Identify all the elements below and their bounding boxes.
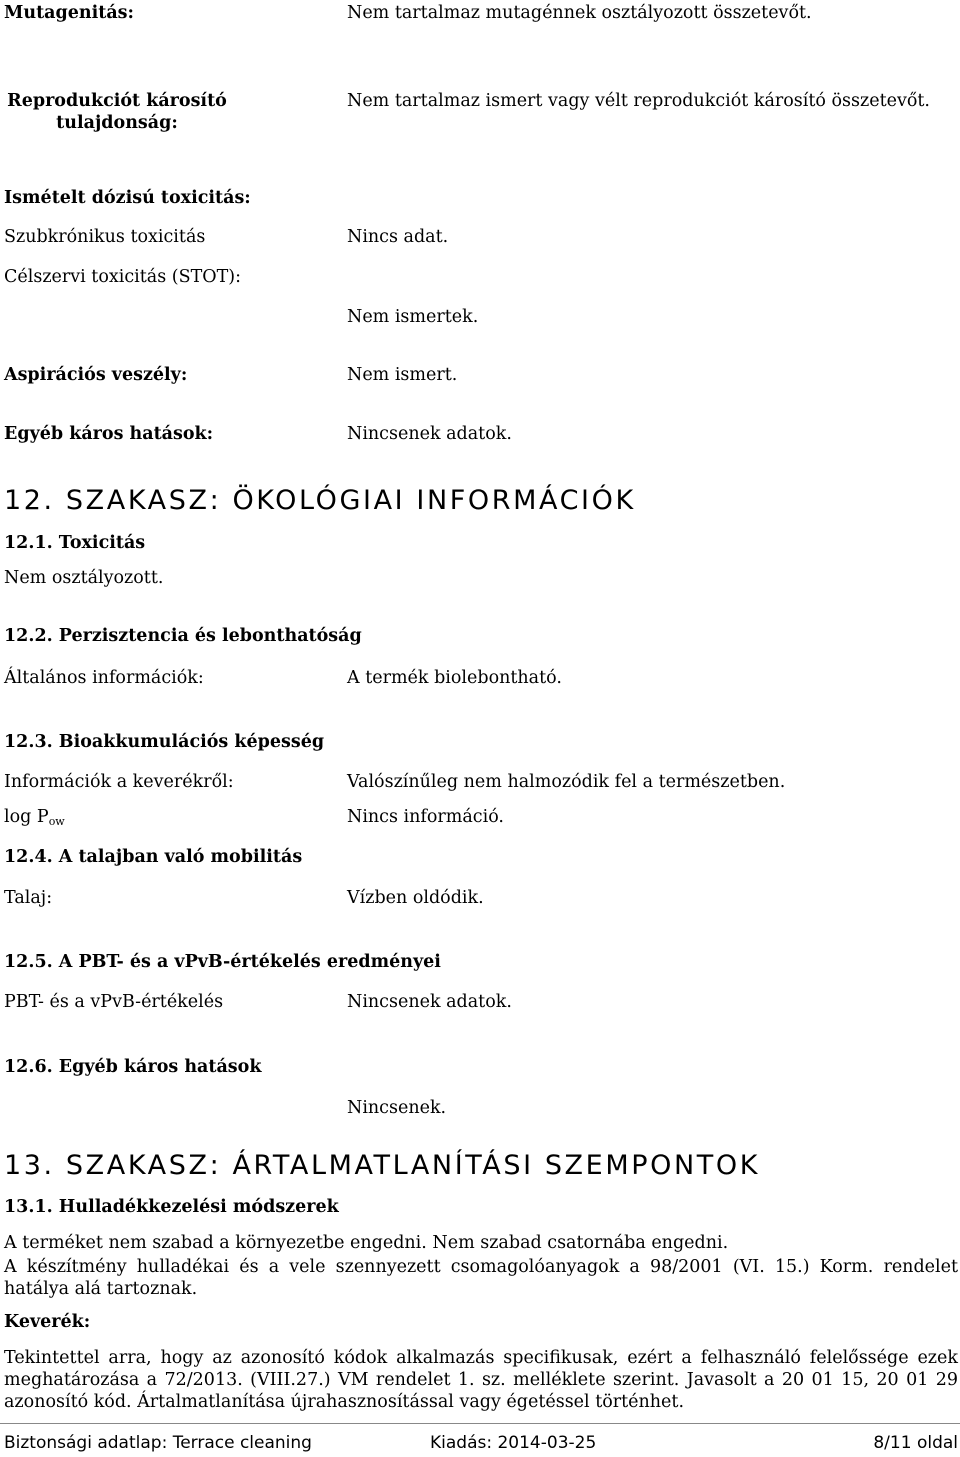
other-effects-value: Nincsenek adatok. <box>347 424 512 444</box>
section-13-heading: 13. SZAKASZ: ÁRTALMATLANÍTÁSI SZEMPONTOK <box>4 1150 760 1181</box>
waste-line-1: A terméket nem szabad a környezetbe engedni. Nem szabad csatornába engedni. <box>4 1233 729 1253</box>
mixture-info-value: Valószínűleg nem halmozódik fel a természetben. <box>347 772 786 792</box>
persistence-title: 12.2. Perzisztencia és lebonthatóság <box>4 626 362 646</box>
subchronic-label: Szubkrónikus toxicitás <box>4 227 206 247</box>
mutagenicity-value: Nem tartalmaz mutagénnek osztályozott összetevőt. <box>347 3 812 23</box>
log-pow-subscript: ow <box>48 815 65 828</box>
stot-label: Célszervi toxicitás (STOT): <box>4 267 241 287</box>
footer-issue: Kiadás: 2014-03-25 <box>430 1433 597 1453</box>
aspiration-label: Aspirációs veszély: <box>4 365 188 385</box>
bioaccumulation-title: 12.3. Bioakkumulációs képesség <box>4 732 325 752</box>
waste-paragraph-2: Tekintettel arra, hogy az azonosító kódok alkalmazás specifikusak, ezért a felhasználó felelőssége ezek meghatározása a 72/2013. (VIII.27.) VM rendelet 1. sz. melléklete szerint. Javasolt a 20 01 15, 20 01 29 azonosító kód. Ártalmatlanítása újrahasznosítással vagy égetéssel történhet. <box>4 1348 958 1412</box>
log-pow-value: Nincs információ. <box>347 807 504 827</box>
aspiration-value: Nem ismert. <box>347 365 458 385</box>
soil-value: Vízben oldódik. <box>347 888 484 908</box>
reproductive-value: Nem tartalmaz ismert vagy vélt reprodukciót károsító összetevőt. <box>347 91 930 111</box>
mutagenicity-label: Mutagenitás: <box>4 3 134 23</box>
toxicity-text: Nem osztályozott. <box>4 568 164 588</box>
footer-page: 8/11 oldal <box>873 1433 958 1453</box>
reproductive-label-line1: Reprodukciót károsító <box>7 91 227 111</box>
subchronic-value: Nincs adat. <box>347 227 449 247</box>
mixture-label: Keverék: <box>4 1312 91 1332</box>
section-12-heading: 12. SZAKASZ: ÖKOLÓGIAI INFORMÁCIÓK <box>4 485 636 516</box>
pbt-value: Nincsenek adatok. <box>347 992 512 1012</box>
other-adverse-value: Nincsenek. <box>347 1098 447 1118</box>
waste-methods-title: 13.1. Hulladékkezelési módszerek <box>4 1197 339 1217</box>
other-adverse-title: 12.6. Egyéb káros hatások <box>4 1057 262 1077</box>
pbt-label: PBT- és a vPvB-értékelés <box>4 992 224 1012</box>
mobility-title: 12.4. A talajban való mobilitás <box>4 847 303 867</box>
log-pow-label: $\log P_{ow}$ <box>4 807 65 828</box>
general-info-value: A termék biolebontható. <box>347 668 562 688</box>
repeated-dose-label: Ismételt dózisú toxicitás: <box>4 188 251 208</box>
footer-document: Biztonsági adatlap: Terrace cleaning <box>4 1433 312 1453</box>
other-effects-label: Egyéb káros hatások: <box>4 424 214 444</box>
stot-value: Nem ismertek. <box>347 307 479 327</box>
reproductive-label-line2: tulajdonság: <box>56 113 178 133</box>
footer-rule <box>0 1423 960 1424</box>
pbt-title: 12.5. A PBT- és a vPvB-értékelés eredményei <box>4 952 441 972</box>
toxicity-title: 12.1. Toxicitás <box>4 533 146 553</box>
soil-label: Talaj: <box>4 888 53 908</box>
general-info-label: Általános információk: <box>4 668 204 688</box>
waste-paragraph-1: A készítmény hulladékai és a vele szennyezett csomagolóanyagok a 98/2001 (VI. 15.) Korm. rendelet hatálya alá tartoznak. <box>4 1257 958 1299</box>
mixture-info-label: Információk a keverékről: <box>4 772 234 792</box>
